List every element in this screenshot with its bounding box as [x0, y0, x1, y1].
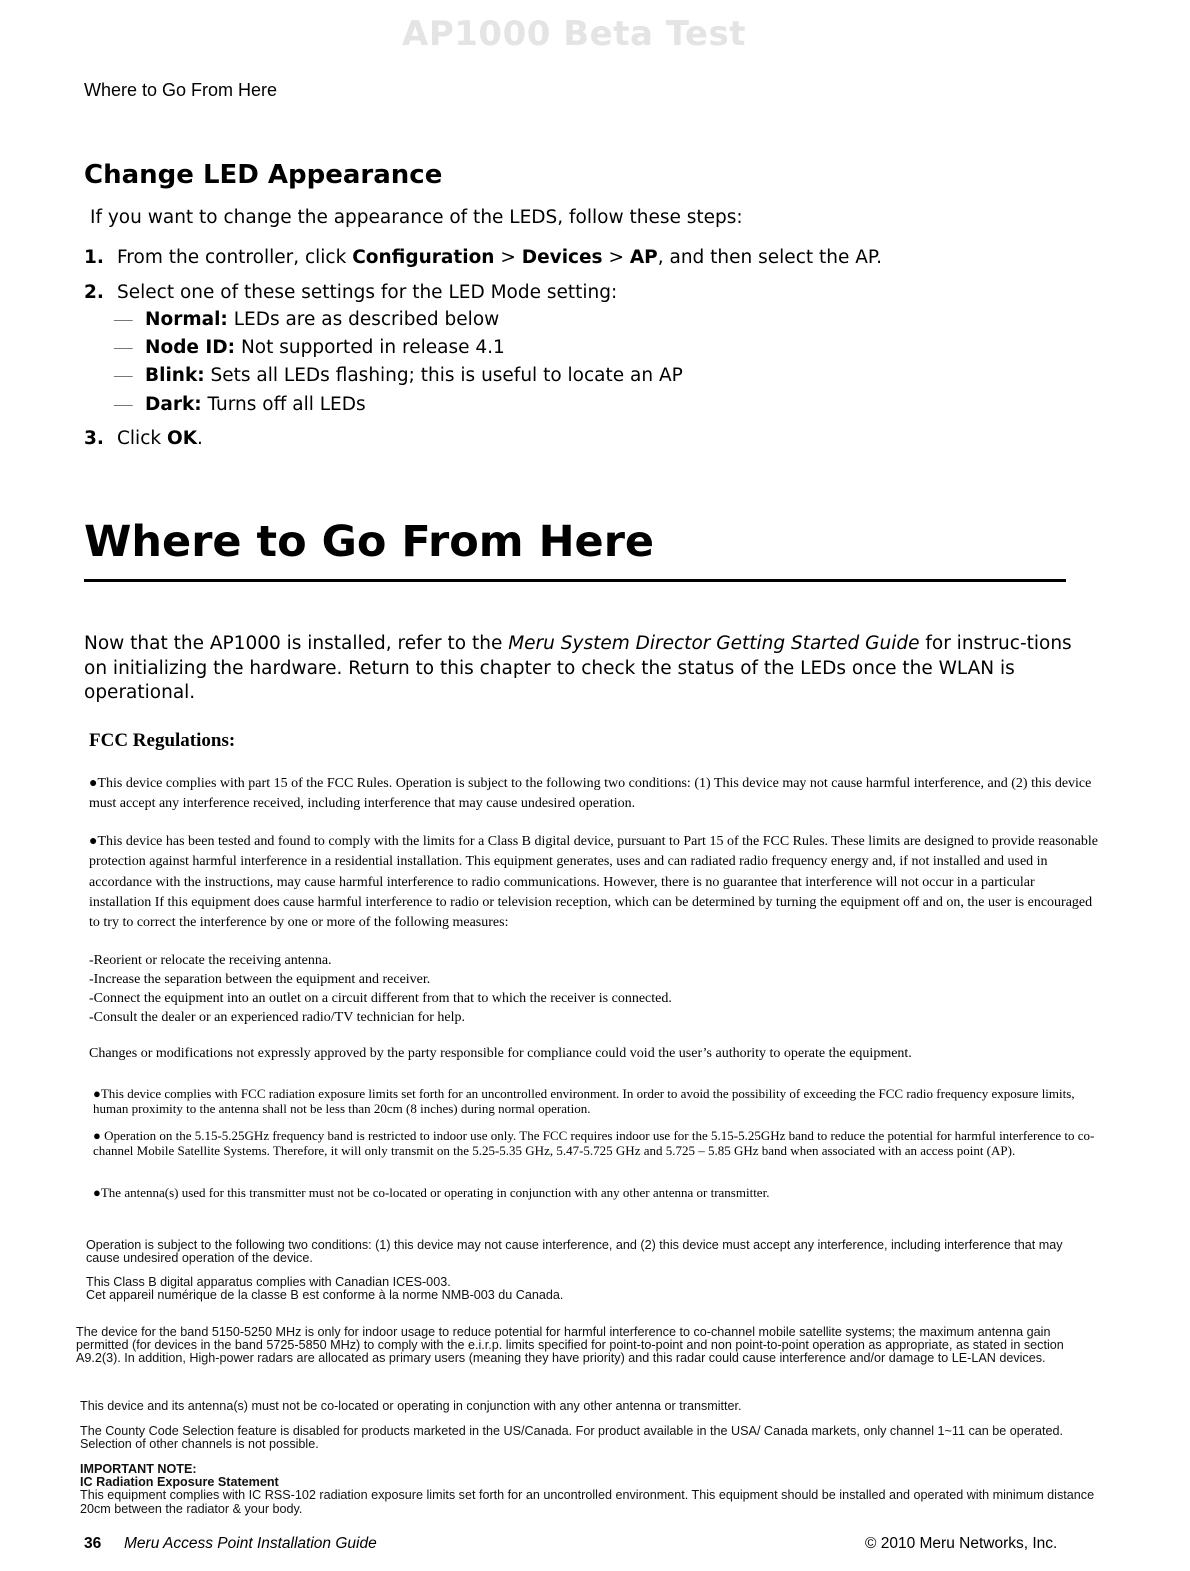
option-normal	[114, 309, 499, 331]
step-1	[84, 247, 882, 268]
option-dark	[114, 394, 366, 416]
note-subheading: IC Radiation Exposure Statement	[80, 1475, 279, 1490]
section-intro: If you want to change the appearance of the LEDS, follow these steps:	[90, 207, 743, 228]
step-2	[84, 282, 617, 303]
important-note	[80, 1463, 1100, 1516]
option-desc: LEDs are as described below	[227, 309, 500, 330]
separator: >	[602, 247, 630, 268]
band-statement: The device for the band 5150-5250 MHz is only for indoor usage to reduce potential for harmful interference to co-channel mobile satellite systems; the maximum antenna gain permitted (for devices in the band 5725-5850 MHz) to comply with the e.i.r.p. limits specified for point-to-point and non point-to-point operation as appropriate, as stated in section A9.2(3). In addition, High-power radars are allocated as primary users (meaning they have priority) and this radar could cause interference and/or damage to LE-LAN devices.	[76, 1325, 1064, 1366]
dash: —	[114, 310, 133, 330]
measure-item: -Consult the dealer or an experienced radio/TV technician for help.	[89, 1010, 466, 1025]
para-text: Now that the AP1000 is installed, refer to the	[84, 633, 509, 654]
canada-ices	[86, 1276, 1076, 1302]
step-text: From the controller, click	[117, 247, 353, 268]
ices-french: Cet appareil numérique de la classe B est conforme à la norme NMB-003 du Canada.	[86, 1288, 564, 1303]
fcc-bullet-2: ● Operation on the 5.15-5.25GHz frequency band is restricted to indoor use only. The FCC requires indoor use for the 5.15-5.25GHz band to reduce the potential for harmful interference to co-channel Mobile Satellite Systems. Therefore, it will only transmit on the 5.25-5.35 GHz, 5.47-5.725 GHz and 5.725 – 5.85 GHz band when associated with an access point (AP).	[93, 1128, 1095, 1158]
fcc-changes: Changes or modifications not expressly approved by the party responsible for compliance could void the user’s authority to operate the equipment.	[89, 1046, 912, 1061]
ices-english: This Class B digital apparatus complies with Canadian ICES-003.	[86, 1275, 451, 1289]
footer-copyright: © 2010 Meru Networks, Inc.	[865, 1535, 1058, 1552]
option-name: Dark:	[145, 394, 202, 415]
ui-term-ok: OK	[166, 428, 198, 449]
dash: —	[114, 338, 133, 358]
step-number: 3.	[84, 428, 104, 449]
canada-operation: Operation is subject to the following two conditions: (1) this device may not cause interference, and (2) this device must accept any interference, including interference that may cause undesired operation of the device.	[86, 1238, 1063, 1266]
fcc-heading: FCC Regulations:	[89, 730, 236, 751]
step-text: Click	[117, 428, 167, 449]
ui-term-devices: Devices	[521, 247, 603, 268]
running-header: Where to Go From Here	[84, 80, 278, 100]
option-desc: Not supported in release 4.1	[235, 337, 505, 358]
option-name: Normal:	[145, 309, 228, 330]
guide-title: Meru System Director Getting Started Guide	[508, 633, 920, 654]
option-name: Node ID:	[145, 337, 236, 358]
measure-item: -Reorient or relocate the receiving antenna.	[89, 953, 332, 968]
footer-title-text: Meru Access Point Installation Guide	[124, 1535, 377, 1552]
step-text: .	[197, 428, 203, 449]
fcc-measures	[89, 951, 1099, 1027]
separator: >	[494, 247, 522, 268]
step-number: 1.	[84, 247, 104, 268]
watermark: AP1000 Beta Test	[402, 14, 746, 54]
fcc-bullet-3: ●The antenna(s) used for this transmitter must not be co-located or operating in conjunction with any other antenna or transmitter.	[93, 1185, 770, 1200]
fcc-paragraph-1: ●This device complies with part 15 of the FCC Rules. Operation is subject to the following two conditions: (1) This device may not cause harmful interference, and (2) this device must accept any interference received, including interference that may cause undesired operation.	[89, 776, 1092, 812]
country-code-statement: The County Code Selection feature is disabled for products marketed in the US/Canada. For product available in the USA/ Canada markets, only channel 1~11 can be operated. Selection of other channels is not possible.	[80, 1424, 1064, 1452]
option-node-id	[114, 337, 505, 359]
heading-rule	[84, 579, 1066, 582]
note-body: This equipment complies with IC RSS-102 radiation exposure limits set forth for an uncontrolled environment. This equipment should be installed and operated with minimum distance 20cm between the radiator & your body.	[80, 1488, 1095, 1516]
measure-item: -Increase the separation between the equipment and receiver.	[89, 972, 431, 987]
fcc-paragraph-2: ●This device has been tested and found to comply with the limits for a Class B digital device, pursuant to Part 15 of the FCC Rules. These limits are designed to provide reasonable protection against harmful interference in a residential installation. This equipment generates, uses and can radiated radio frequency energy and, if not installed and used in accordance with the instructions, may cause harmful interference to radio communications. However, there is no guarantee that interference will not occur in a particular installation If this equipment does cause harmful interference to radio or television reception, which can be determined by turning the equipment off and on, the user is encouraged to try to correct the interference by one or more of the following measures:	[89, 834, 1098, 931]
step-text: , and then select the AP.	[657, 247, 883, 268]
chapter-paragraph	[84, 632, 1074, 706]
page-number: 36	[84, 1535, 102, 1552]
section-heading: Change LED Appearance	[84, 160, 443, 190]
note-heading: IMPORTANT NOTE:	[80, 1462, 197, 1476]
dash: —	[114, 395, 133, 415]
ui-term-configuration: Configuration	[352, 247, 495, 268]
fcc-bullet-1: ●This device complies with FCC radiation exposure limits set forth for an uncontrolled environment. In order to avoid the possibility of exceeding the FCC radio frequency exposure limits, human proximity to the antenna shall not be less than 20cm (8 inches) during normal operation.	[93, 1086, 1075, 1116]
measure-item: -Connect the equipment into an outlet on a circuit different from that to which the receiver is connected.	[89, 991, 672, 1006]
colocation-statement: This device and its antenna(s) must not be co-located or operating in conjunction with any other antenna or transmitter.	[80, 1399, 742, 1413]
ui-term-ap: AP	[629, 247, 658, 268]
step-3	[84, 428, 203, 449]
step-number: 2.	[84, 282, 104, 303]
option-desc: Turns off all LEDs	[201, 394, 366, 415]
step-text: Select one of these settings for the LED Mode setting:	[117, 282, 618, 303]
chapter-heading: Where to Go From Here	[84, 517, 655, 567]
option-desc: Sets all LEDs flashing; this is useful to locate an AP	[204, 365, 683, 386]
footer-title	[124, 1535, 377, 1553]
dash: —	[114, 366, 133, 386]
option-blink	[114, 365, 683, 387]
para-text: for instruc-tions on initializing the hardware. Return to this chapter to check the status of the LEDs once the WLAN is operational.	[84, 633, 1072, 703]
option-name: Blink:	[145, 365, 205, 386]
